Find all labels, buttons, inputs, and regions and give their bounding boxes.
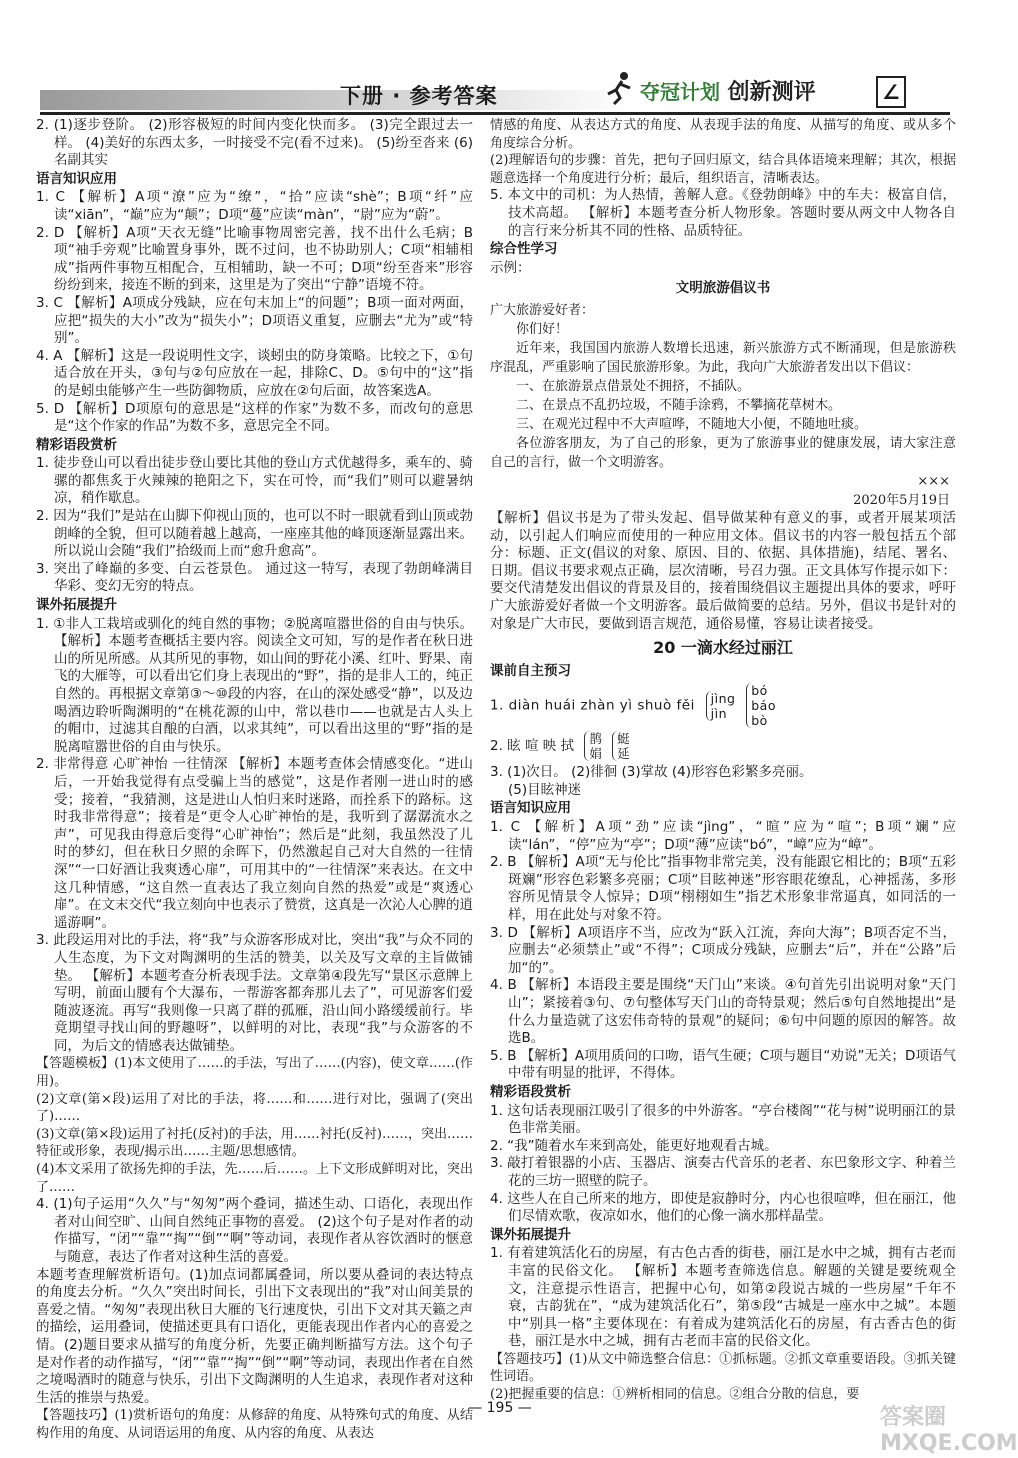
answer-item: 2. 因为“我们”是站在山脚下仰视山顶的，也可以不时一眼就看到山顶或勃朗峰的全貌，但可以随着越上越高，一座座其他的峰顶逐渐显露出来。所以说山会随“我们”拾级而上而“愈升愈高”。 bbox=[36, 508, 473, 560]
answer-template: (3)文章(第×段)运用了衬托(反衬)的手法，用……衬托(反衬)……，突出……特征或形象，表现/揭示出……主题/思想感情。 bbox=[36, 1126, 473, 1160]
pinyin-answer-row bbox=[490, 683, 956, 728]
answer-item: 2. “我”随着水车来到高处，能更好地观看古城。 bbox=[490, 1137, 778, 1154]
answer-item: 3. 敲打着银器的小店、玉器店、演奏古代音乐的老者、东巴象形文字、种着兰花的三坊一照壁的院子。 bbox=[490, 1155, 956, 1189]
answer-item: 2. (1)逐步登阶。 (2)形容极短的时间内变化快而多。 (3)完全跟过去一样。 (4)美好的东西太多，一时接受不完(看不过来)。 (5)纷至沓来 (6)名副其实 bbox=[36, 117, 473, 169]
letter-paragraph: 各位游客朋友，为了自己的形象，更为了旅游事业的健康发展，请大家注意自己的言行，做一个文明游客。 bbox=[490, 435, 956, 470]
pinyin-option: bò bbox=[751, 713, 768, 729]
page-header bbox=[0, 0, 1000, 115]
answer-analysis: 本题考查理解赏析语句。(1)加点词都属叠词，所以要从叠词的表达特点的角度去分析。“久久”突出时间长，引出下文表现出的“我”对山间美景的喜爱之情。“匆匆”表现出秋日大雁的飞行速度快，引出下文对其天籁之声的描绘，运用叠词，使描述更具有口语化，更能表现出作者内心的喜爱之情。(2)题目要求从描写的角度分析，先要正确判断描写方法。这个句子是对作者的动作描写，“闭”“靠”“掏”“倒”“啊”等动词，表现出作者在自然之境喝酒时的随意与快乐，引出下文陶渊明的人生追求，表现作者对这种生活的推崇与热爱。 bbox=[36, 1266, 473, 1406]
section-title: 语言知识应用 bbox=[36, 170, 117, 187]
letter-title: 文明旅游倡议书 bbox=[675, 280, 771, 297]
page-number: — 195 — bbox=[468, 1400, 532, 1416]
char-brace-a bbox=[584, 731, 602, 761]
answer-item: 5. 本文中的司机：为人热情，善解人意。《登勃朗峰》中的车夫：极富自信，技术高超。 【解析】本题考查分析人物形象。答题时要从两文中人物各自的言行来分析其不同的性格、品质特征。 bbox=[490, 187, 956, 239]
pinyin-brace-jing bbox=[706, 691, 736, 721]
answer-tip: (2)把握重要的信息：①辨析相同的信息。②组合分散的信息，要 bbox=[490, 1387, 860, 1403]
answer-tip: 【答题技巧】(1)从文中筛选整合信息：①抓标题。②抓文章重要语段。③抓关键性词语。 bbox=[490, 1351, 956, 1385]
answer-continued: 情感的角度、从表达方式的角度、从表现手法的角度、从描写的角度、或从多个角度综合分析。 bbox=[490, 118, 956, 151]
lesson-title: 20 一滴水经过丽江 bbox=[653, 638, 793, 658]
letter-hello: 你们好！ bbox=[516, 321, 569, 337]
answer-continued: (2)理解语句的步骤：首先，把句子回归原文，结合具体语境来理解；其次，根据题意选择一个角度进行分析；最后，组织语言，清晰表达。 bbox=[490, 153, 956, 186]
angle-icon: ∠ bbox=[876, 76, 906, 108]
section-title: 语言知识应用 bbox=[490, 800, 571, 817]
answer-item: 2. B 【解析】A项“无与伦比”指事物非常完美，没有能跟它相比的；B项“五彩斑斓”形容色彩繁多亮丽；C项“目眩神迷”形容眼花缭乱，心神摇荡，多形容所见情景令人惊异；D项“栩栩如生”指艺术形象非常逼真，如同活的一样，用在此处与对象不符。 bbox=[490, 854, 956, 924]
char-option: 娟 bbox=[589, 746, 602, 762]
brand-sub: 创新测评 bbox=[727, 80, 816, 105]
answer-item: 1. C 【解析】A项“劲”应读“jìng”，“暄”应为“喧”；B项“斓”应读“lán”，“停”应为“亭”；D项“薄”应读“bó”，“嶂”应为“嶂”。 bbox=[490, 819, 956, 853]
answer-item: 1. 这句话表现丽江吸引了很多的中外游客。“亭台楼阁”“花与树”说明丽江的景色非常美丽。 bbox=[490, 1102, 956, 1137]
answer-template: 【答题模板】(1)本文使用了……的手法，写出了……(内容)，使文章……(作用)。 bbox=[36, 1056, 473, 1090]
char-option: 鹊 bbox=[589, 731, 602, 747]
answer-item: 2. 非常得意 心旷神怡 一往情深 【解析】本题考查体会情感变化。“进山后，一开始我觉得有点受骗上当的感觉”，这是作者刚一进山时的感受；接着，“我猜测，这是进山人怕归来时迷路，而拴系下的路标。这时我非常得意”；接着是“更令人心旷神怡的是，我听到了潺潺流水之声”，可见我由得意后变得“心旷神怡”；然后是“此刻，我虽然没了儿时的梦幻，但在秋日夕照的余晖下，仍然激起自己对大自然的一往情深”“一口好酒让我爽透心扉”，可用其中的“一往情深”来表达。在文中这几种情感，“这自然一直表达了我立刻向自然的热爱”或是“爽透心扉”。在文末交代“我立刻向中也表示了赞赏，这真是一次沁人心脾的逍遥游啊”。 bbox=[36, 756, 473, 931]
header-rule bbox=[40, 112, 950, 115]
section-title: 精彩语段赏析 bbox=[490, 1083, 571, 1100]
pinyin-option: báo bbox=[751, 698, 776, 714]
pinyin-option: bó bbox=[751, 683, 768, 699]
pinyin-brace-bo bbox=[746, 683, 776, 728]
letter-paragraph: 三、在观光过程中不大声喧哗，不随地大小便，不随地吐痰。 bbox=[516, 416, 868, 432]
left-column bbox=[36, 117, 473, 1443]
char-answers: 2. 眩 喧 映 拭 bbox=[490, 738, 575, 755]
right-column bbox=[490, 117, 956, 1404]
answer-item: 1. ①非人工栽培或驯化的纯自然的事物；②脱离喧嚣世俗的自由与快乐。 【解析】本题考查概括主要内容。阅读全文可知，写的是作者在秋日进山的所见所感。从其所见的事物，如山间的野花小溪、红叶、野果、南飞的大雁等，可以看出它们身上表现出的“野”，指的是非人工的，纯正自然的。再根据文章第③～⑩段的内容，在山的深处感受“静”，以及边喝酒边聆听陶渊明的“在桃花源的山中，常以巷巾——也就是古人头上的帽巾，过滤其自酿的白酒，以求其纯”，可以看出这里的“野”指的是脱离喧嚣世俗的自由与快乐。 bbox=[36, 615, 473, 755]
answer-item: 4. (1)句子运用“久久”与“匆匆”两个叠词，描述生动、口语化，表现出作者对山间空旷、山间自然纯正事物的喜爱。 (2)这个句子是对作者的动作描写，“闭”“靠”“掏”“倒”“啊”等动词，表现作者从容饮酒时的惬意与随意，表达了作者对这种生活的喜爱。 bbox=[36, 1196, 473, 1265]
letter-signature: ××× bbox=[917, 473, 950, 489]
answer-tip: 【答题技巧】(1)赏析语句的角度：从修辞的角度、从特殊句式的角度、从结构作用的角度、从词语运用的角度、从内容的角度、从表达 bbox=[36, 1408, 473, 1441]
brand-highlight: 夺冠计划 bbox=[640, 80, 720, 104]
answer-item: (5)目眩神迷 bbox=[508, 781, 582, 798]
section-title: 课前自主预习 bbox=[490, 662, 571, 679]
answer-item: 2. D 【解析】A项“天衣无缝”比喻事物周密完善，找不出什么毛病；B项“袖手旁观”比喻置身事外，既不过问，也不协助别人；C项“相辅相成”指两件事物互相配合，互相辅助，缺一不可；D项“纷至沓来”形容纷纷到来，接连不断的到来，这里是为了突出“宁静”语境不符。 bbox=[36, 224, 473, 294]
answer-item: 3. 此段运用对比的手法，将“我”与众游客形成对比，突出“我”与众不同的人生态度，为下文对陶渊明的生活的赞美，以关及写文章的主旨做铺垫。 【解析】本题考查分析表现手法。文章第④段先写“景区示意牌上写明，前面山腰有个大瀑布，一帮游客都奔那儿去了”，可见游客们爱随波逐流。再写“我则像一只离了群的孤雁，沿山间小路缓缓前行。毕竟期望寻找山间的野趣呀”，以鲜明的对比，表现“我”与众游客的不同，为后文的情感表达做铺垫。 bbox=[36, 932, 473, 1054]
char-answer-row bbox=[490, 731, 956, 761]
answer-item: 3. 突出了峰巅的多变、白云苍景色。 通过这一特写，表现了勃朗峰满目华彩、变幻无穷的特点。 bbox=[36, 560, 473, 595]
char-option: 蜓 bbox=[617, 731, 630, 747]
letter-greeting: 广大旅游爱好者： bbox=[490, 302, 595, 318]
answer-template: (2)文章(第×段)运用了对比的手法，将……和……进行对比，强调了(突出了)…… bbox=[36, 1091, 473, 1125]
answer-item: 1. C 【解析】A项“潦”应为“缭”，“拾”应读“shè”；B项“纤”应读“xiān”，“巅”应为“颠”；D项“蔓”应读“màn”，“尉”应为“蔚”。 bbox=[36, 189, 473, 223]
answer-template: (4)本文采用了欲扬先抑的手法，先……后……。上下文形成鲜明对比，突出了…… bbox=[36, 1162, 473, 1195]
letter-paragraph: 近年来，我国国内旅游人数增长迅速，新兴旅游方式不断涌现，但是旅游秩序混乱，严重影响了国民旅游形象。为此，我向广大旅游者发出以下倡议： bbox=[490, 340, 956, 375]
section-title: 课外拓展提升 bbox=[36, 597, 117, 614]
answer-item: 4. A 【解析】这是一段说明性文字，谈蚓虫的防身策略。比较之下，①句适合放在开头，③句与②句应放在一起，排除C、D。⑤句中的“这”指的是蚓虫能够产生一些防御物质，应放在②句后面，故答案选A。 bbox=[36, 347, 473, 399]
pinyin-answers: 1. diàn huái zhàn yì shuò fěi bbox=[490, 697, 695, 714]
letter-date: 2020年5月19日 bbox=[853, 492, 950, 508]
answer-analysis: 【解析】倡议书是为了带头发起、倡导做某种有意义的事，或者开展某项活动，以引起人们响应而使用的一种应用文体。倡议书的内容一般包括五个部分：标题、正文(倡议的对象、原因、目的、依据、具体措施)，结尾、署名、日期。倡议书要求观点正确，层次清晰，号召力强。正文具体写作提示如下：要交代清楚发出倡议的背景及目的，接着围绕倡议主题提出具体的要求，呼吁广大旅游爱好者做一个文明游客。最后做简要的总结。另外，倡议书是针对的对象是广大市民，要做到语言规范，通俗易懂，容易让读者接受。 bbox=[490, 509, 956, 632]
answer-item: 3. D 【解析】A项语序不当，应改为“跃入江流，奔向大海”；B项否定不当，应删去“必须禁止”或“不得”；C项成分残缺，应删去“后”，并在“公路”后加“的”。 bbox=[490, 924, 956, 976]
pinyin-option: jìng bbox=[710, 690, 736, 706]
answer-item: 1. 徒步登山可以看出徒步登山要比其他的登山方式优越得多，乘车的、骑骡的都焦炙于火辣辣的艳阳之下，实在可怜，而“我们”则可以避暑纳凉，稍作歇息。 bbox=[36, 455, 473, 507]
header-bar bbox=[40, 90, 630, 110]
char-option: 延 bbox=[617, 746, 630, 762]
section-title: 精彩语段赏析 bbox=[36, 436, 117, 453]
section-title: 综合性学习 bbox=[490, 241, 558, 258]
example-label: 示例： bbox=[490, 259, 531, 276]
answer-item: 1. 有着建筑活化石的房屋，有古色古香的街巷，丽江是水中之城，拥有古老而丰富的民俗文化。 【解析】本题考查筛选信息。解题的关键是要统观全文，注意提示性语言，把握中心句，如第②段说古城的一些房屋“千年不衰，古韵犹在”，“成为建筑活化石”，第⑤段“古城是一座水中之城”。本题中“别具一格”主要体现在：有着成为建筑活化石的房屋，有古香古色的街巷，丽江是水中之城，拥有古老而丰富的民俗文化。 bbox=[490, 1245, 956, 1350]
header-title: 下册 · 参考答案 bbox=[340, 84, 498, 108]
answer-item: 3. C 【解析】A项成分残缺，应在句末加上“的问题”；B项一面对两面，应把“损失的大小”改为“损失小”；D项语义重复，应删去“尤为”或“特别”。 bbox=[36, 294, 473, 347]
brand-name bbox=[640, 75, 816, 106]
answer-item: 4. 这些人在自己所来的地方，即使是寂静时分，内心也很喧哗，但在丽江，他们尽情欢歌，夜凉如水，他们的心像一滴水那样晶莹。 bbox=[490, 1190, 956, 1225]
section-title: 课外拓展提升 bbox=[490, 1226, 571, 1243]
answer-item: 3. (1)次日。 (2)徘徊 (3)掌故 (4)形容色彩繁多亮丽。 bbox=[490, 764, 813, 781]
runner-logo-icon bbox=[602, 70, 638, 106]
answer-item: 5. D 【解析】D项原句的意思是“这样的作家”为数不多，而改句的意思是“这个作家的作品”为数不多，意思完全不同。 bbox=[36, 400, 473, 435]
answer-item: 4. B 【解析】本语段主要是围绕“天门山”来谈。④句首先引出说明对象“天门山”；紧接着③句、⑦句整体写天门山的奇特景观；然后⑤句自然地提出“是什么力量造就了这宏伟奇特的景观”的疑问；⑥句中问题的原因的解答。故选B。 bbox=[490, 977, 956, 1047]
letter-paragraph: 一、在旅游景点借景处不拥挤，不插队。 bbox=[516, 378, 751, 394]
char-brace-b bbox=[612, 731, 630, 761]
pinyin-option: jìn bbox=[710, 705, 728, 721]
answer-item: 5. B 【解析】A项用质问的口吻，语气生硬；C项与题目“劝说”无关；D项语气中带有明显的批评，不得体。 bbox=[490, 1047, 956, 1082]
letter-paragraph: 二、在景点不乱扔垃圾，不随手涂鸦，不攀摘花草树木。 bbox=[516, 397, 842, 413]
watermark-logo: 答案圈 MXQE.COM bbox=[880, 1405, 1018, 1456]
proposal-letter bbox=[490, 301, 956, 510]
